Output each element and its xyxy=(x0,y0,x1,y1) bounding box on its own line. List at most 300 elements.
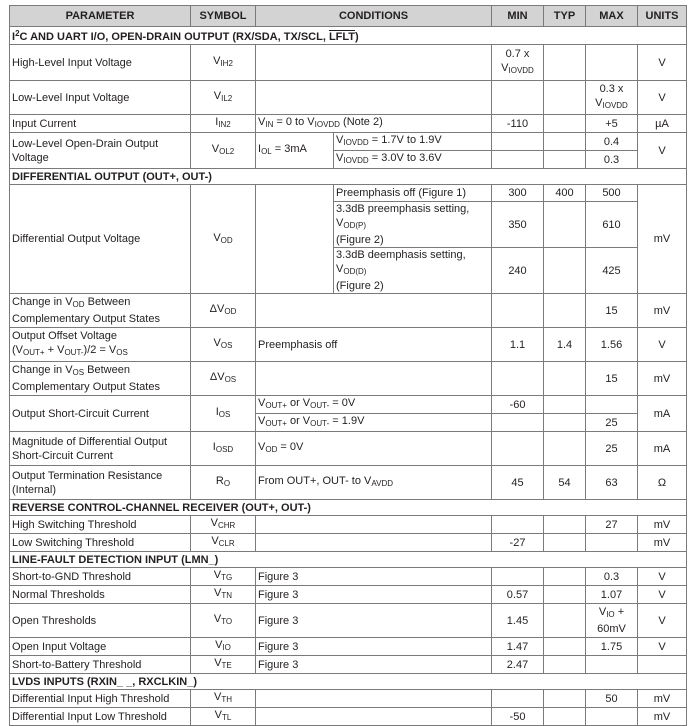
table-row-vos xyxy=(10,328,687,362)
cond-sub: OD xyxy=(265,445,278,454)
param-cell: High-Level Input Voltage xyxy=(10,45,191,81)
min-a: 0.7 x xyxy=(505,48,530,60)
min-cell: 240 xyxy=(492,248,544,294)
min-cell: 0.57 xyxy=(492,586,544,604)
typ-cell xyxy=(544,294,586,328)
min-cell: 45 xyxy=(492,466,544,500)
max-cell xyxy=(586,656,638,674)
r2-sub1: OUT+ xyxy=(265,419,287,428)
unit-cell: mV xyxy=(638,185,687,294)
min-cell: 1.45 xyxy=(492,604,544,638)
param-a: Change in V xyxy=(12,296,73,308)
typ-cell xyxy=(544,362,586,396)
section-title-diff: DIFFERENTIAL OUTPUT (OUT+, OUT-) xyxy=(10,169,687,185)
cond-cell: Figure 3 xyxy=(256,656,492,674)
typ-cell xyxy=(544,638,586,656)
param-c: Complementary Output States xyxy=(12,313,160,325)
symbol-cell xyxy=(191,690,256,708)
max-cell: 0.4 xyxy=(586,133,638,151)
param-a: Change in V xyxy=(12,364,73,376)
table-row-dvos xyxy=(10,362,687,396)
cond-b-sub: IOVDD xyxy=(314,120,340,129)
min-cell: -60 xyxy=(492,396,544,414)
min-cell xyxy=(492,362,544,396)
max-cell: 1.56 xyxy=(586,328,638,362)
title-part: ) xyxy=(355,31,359,43)
section-title-lvds: LVDS INPUTS (RXIN_ _, RXCLKIN_) xyxy=(10,674,687,690)
param-c: Complementary Output States xyxy=(12,381,160,393)
sym: I xyxy=(212,441,216,453)
param-cell: Short-to-GND Threshold xyxy=(10,568,191,586)
param-b: (V xyxy=(12,344,23,356)
sym: V xyxy=(210,517,218,529)
max-b-sub: IOVDD xyxy=(602,101,628,110)
section-row-lfd xyxy=(10,552,687,568)
sym-sub: OS xyxy=(224,375,237,384)
symbol-cell xyxy=(191,362,256,396)
param-sub: OD xyxy=(72,300,85,309)
param-a: Output Offset Voltage xyxy=(12,330,117,342)
max-a: 0.3 x xyxy=(599,83,624,95)
sym-sub: OSD xyxy=(215,445,234,454)
sym-sub: TH xyxy=(221,695,232,704)
section-row-diff xyxy=(10,169,687,185)
min-cell xyxy=(492,568,544,586)
typ-cell xyxy=(544,202,586,248)
unit-cell: V xyxy=(638,133,687,169)
param-b: Short-Circuit Current xyxy=(12,449,113,462)
typ-cell xyxy=(544,708,586,726)
min-cell xyxy=(492,133,544,151)
r2-c: = 1.9V xyxy=(329,415,365,427)
cond-cell xyxy=(256,45,492,81)
max-cell: 500 xyxy=(586,185,638,202)
param-sub2: OUT- xyxy=(64,348,84,357)
r1-sub1: OUT+ xyxy=(265,401,287,410)
r2-sub2: OUT- xyxy=(310,419,330,428)
param-sub3: OS xyxy=(116,348,128,357)
param-cell: Differential Input High Threshold xyxy=(10,690,191,708)
r3-sub: OD(D) xyxy=(343,267,367,276)
symbol-cell xyxy=(191,294,256,328)
header-min: MIN xyxy=(492,6,544,27)
table-row-vil xyxy=(10,81,687,115)
table-row-ro xyxy=(10,466,687,500)
unit-cell: mV xyxy=(638,362,687,396)
table-row-iin xyxy=(10,115,687,133)
sym-sub: TN xyxy=(221,591,232,600)
sym-sub: TE xyxy=(221,661,232,670)
cond-cell: Figure 3 xyxy=(256,568,492,586)
r1-sub: IOVDD xyxy=(343,138,369,147)
subcond-cell xyxy=(334,133,492,151)
cond-c: (Note 2) xyxy=(339,116,383,128)
min-cell: 2.47 xyxy=(492,656,544,674)
cond-cell xyxy=(256,133,334,169)
sym: V xyxy=(213,587,222,599)
unit-cell: mA xyxy=(638,432,687,466)
subcond-cell: Preemphasis off (Figure 1) xyxy=(334,185,492,202)
header-row xyxy=(10,6,687,27)
min-cell: -110 xyxy=(492,115,544,133)
cond-a-sub: IN xyxy=(265,120,274,129)
table-row-vte xyxy=(10,656,687,674)
unit-cell: V xyxy=(638,604,687,638)
sym-sub: TG xyxy=(221,573,233,582)
section-title-i2c xyxy=(10,27,687,45)
min-cell: 1.47 xyxy=(492,638,544,656)
typ-cell xyxy=(544,414,586,432)
min-b: V xyxy=(501,62,509,74)
param-cell: Output Short-Circuit Current xyxy=(10,396,191,432)
param-cell: Differential Input Low Threshold xyxy=(10,708,191,726)
min-cell xyxy=(492,45,544,81)
cond-cell xyxy=(256,362,492,396)
cond-cell xyxy=(256,294,492,328)
sym-sub: TO xyxy=(221,617,233,626)
symbol-cell xyxy=(191,81,256,115)
min-cell xyxy=(492,81,544,115)
param-b: (Internal) xyxy=(12,483,57,496)
cond-cell xyxy=(256,690,492,708)
min-cell: -27 xyxy=(492,534,544,552)
table-row-vclr xyxy=(10,534,687,552)
cond-sub: OL xyxy=(261,147,272,156)
cond-cell: Figure 3 xyxy=(256,604,492,638)
sym-sub: IN2 xyxy=(218,120,231,129)
max-cell: +5 xyxy=(586,115,638,133)
cond-a: V xyxy=(258,441,266,453)
unit-cell: V xyxy=(638,638,687,656)
table-row-vod-1 xyxy=(10,185,687,202)
max-cell xyxy=(586,45,638,81)
header-max: MAX xyxy=(586,6,638,27)
r2-sub: IOVDD xyxy=(343,156,369,165)
cond-b: = 0 to V xyxy=(273,116,315,128)
typ-cell xyxy=(544,516,586,534)
max-c: 60mV xyxy=(597,623,626,635)
cond-cell xyxy=(256,708,492,726)
sym: V xyxy=(211,535,219,547)
param-d: )/2 = V xyxy=(83,344,117,356)
sym-sub: IH2 xyxy=(220,59,233,68)
sym-sub: O xyxy=(223,479,231,488)
param-cell: Differential Output Voltage xyxy=(10,185,191,294)
param-b: Between xyxy=(84,364,130,376)
sym: ΔV xyxy=(209,303,225,315)
cond-a: V xyxy=(258,116,266,128)
sym: I xyxy=(215,406,219,418)
typ-cell xyxy=(544,81,586,115)
param-sub1: OUT+ xyxy=(23,348,45,357)
typ-cell xyxy=(544,568,586,586)
symbol-cell xyxy=(191,45,256,81)
sym-sub: IL2 xyxy=(221,94,233,103)
min-cell: 1.1 xyxy=(492,328,544,362)
param-sub: OS xyxy=(72,368,85,377)
typ-cell xyxy=(544,534,586,552)
typ-cell: 400 xyxy=(544,185,586,202)
cond-cell xyxy=(256,115,492,133)
unit-cell: V xyxy=(638,81,687,115)
param-a: Magnitude of Differential Output xyxy=(12,435,168,448)
subcond-cell xyxy=(334,202,492,248)
r1-a: V xyxy=(258,397,266,409)
symbol-cell xyxy=(191,466,256,500)
symbol-cell xyxy=(191,534,256,552)
max-a: V xyxy=(598,606,607,618)
min-cell: -50 xyxy=(492,708,544,726)
sym: ΔV xyxy=(209,371,225,383)
param-cell: Short-to-Battery Threshold xyxy=(10,656,191,674)
table-row-vto xyxy=(10,604,687,638)
sym-sub: OD xyxy=(224,307,237,316)
cond-cell xyxy=(256,516,492,534)
symbol-cell xyxy=(191,115,256,133)
r1-sub2: OUT- xyxy=(310,401,330,410)
symbol-cell xyxy=(191,396,256,432)
param-cell: Input Current xyxy=(10,115,191,133)
table-row-vol-1 xyxy=(10,133,687,151)
max-cell xyxy=(586,604,638,638)
section-row-i2c xyxy=(10,27,687,45)
typ-cell xyxy=(544,248,586,294)
min-cell xyxy=(492,690,544,708)
typ-cell xyxy=(544,656,586,674)
symbol-cell xyxy=(191,708,256,726)
sym-sub: IO xyxy=(222,643,231,652)
table-row-vio xyxy=(10,638,687,656)
param-cell: Normal Thresholds xyxy=(10,586,191,604)
r2-a: V xyxy=(258,415,266,427)
table-row-vih xyxy=(10,45,687,81)
typ-cell xyxy=(544,604,586,638)
typ-cell xyxy=(544,396,586,414)
cond-post: = 3mA xyxy=(271,143,307,155)
header-conditions: CONDITIONS xyxy=(256,6,492,27)
r1-c: = 0V xyxy=(329,397,356,409)
sym: V xyxy=(213,337,221,349)
param-cell xyxy=(10,362,191,396)
param-b: Between xyxy=(84,296,131,308)
header-units: UNITS xyxy=(638,6,687,27)
symbol-cell xyxy=(191,586,256,604)
table-row-ios-1 xyxy=(10,396,687,414)
param-cell: Low-Level Open-Drain Output Voltage xyxy=(10,133,191,169)
symbol-cell xyxy=(191,656,256,674)
symbol-cell xyxy=(191,638,256,656)
cond-cell xyxy=(256,396,492,414)
param-cell: Low Switching Threshold xyxy=(10,534,191,552)
cond-cell xyxy=(256,414,492,432)
title-part: I xyxy=(12,31,16,43)
max-cell: 610 xyxy=(586,202,638,248)
sym: V xyxy=(213,691,222,703)
table-row-vtl xyxy=(10,708,687,726)
r3-a: 3.3dB deemphasis setting, V xyxy=(336,249,466,275)
cond-b: = 0V xyxy=(277,441,304,453)
title-overline: LFLT xyxy=(328,31,356,43)
cond-sub: AVDD xyxy=(371,479,394,488)
cond-blank-cell xyxy=(256,185,334,294)
r3-b: (Figure 2) xyxy=(336,280,384,292)
max-cell: 15 xyxy=(586,362,638,396)
unit-cell: mA xyxy=(638,396,687,432)
max-sub: IO xyxy=(606,610,615,619)
typ-cell: 1.4 xyxy=(544,328,586,362)
unit-cell: V xyxy=(638,568,687,586)
max-cell xyxy=(586,534,638,552)
max-cell: 1.07 xyxy=(586,586,638,604)
symbol-cell xyxy=(191,516,256,534)
cond-cell: Figure 3 xyxy=(256,586,492,604)
unit-cell: Ω xyxy=(638,466,687,500)
sym: R xyxy=(215,475,224,487)
param-cell xyxy=(10,466,191,500)
typ-cell xyxy=(544,432,586,466)
cond-cell xyxy=(256,81,492,115)
section-row-rev xyxy=(10,500,687,516)
section-title-lfd: LINE-FAULT DETECTION INPUT (LMN_) xyxy=(10,552,687,568)
max-cell xyxy=(586,81,638,115)
cond-cell xyxy=(256,466,492,500)
sym: V xyxy=(213,613,222,625)
cond-cell xyxy=(256,432,492,466)
r2-sub: OD(P) xyxy=(343,221,367,230)
sym-sub: TL xyxy=(222,713,232,722)
max-cell xyxy=(586,396,638,414)
unit-cell: mV xyxy=(638,294,687,328)
sym: V xyxy=(213,231,221,244)
min-cell: 300 xyxy=(492,185,544,202)
max-cell: 1.75 xyxy=(586,638,638,656)
unit-cell: mV xyxy=(638,534,687,552)
sym-sub: CHR xyxy=(218,521,236,530)
param-cell: Open Thresholds xyxy=(10,604,191,638)
r2-c: (Figure 2) xyxy=(336,234,384,246)
cond-cell xyxy=(256,534,492,552)
sym: I xyxy=(215,116,219,128)
typ-cell xyxy=(544,690,586,708)
max-cell: 15 xyxy=(586,294,638,328)
sym-sub: CLR xyxy=(218,539,235,548)
r2-a: V xyxy=(336,152,344,164)
table-row-vchr xyxy=(10,516,687,534)
r1-b: or V xyxy=(286,397,311,409)
title-part: C AND UART I/O, OPEN-DRAIN OUTPUT (RX/SDA, TX/SCL, xyxy=(19,31,329,43)
typ-cell xyxy=(544,151,586,169)
param-cell: Low-Level Input Voltage xyxy=(10,81,191,115)
header-typ: TYP xyxy=(544,6,586,27)
param-cell xyxy=(10,328,191,362)
table-row-vth xyxy=(10,690,687,708)
max-cell: 63 xyxy=(586,466,638,500)
unit-cell: V xyxy=(638,45,687,81)
typ-cell xyxy=(544,115,586,133)
sym: V xyxy=(215,639,223,651)
r2-b: = 3.0V to 3.6V xyxy=(368,152,442,164)
title-sup: 2 xyxy=(15,29,20,38)
table-row-vtg xyxy=(10,568,687,586)
cond-cell: Figure 3 xyxy=(256,638,492,656)
sym-sub: OS xyxy=(218,410,231,419)
section-title-rev: REVERSE CONTROL-CHANNEL RECEIVER (OUT+, OUT-) xyxy=(10,500,687,516)
table-row-iosd xyxy=(10,432,687,466)
electrical-characteristics-table xyxy=(9,5,687,726)
symbol-cell xyxy=(191,328,256,362)
sym: V xyxy=(213,55,221,67)
min-cell xyxy=(492,516,544,534)
r1-a: V xyxy=(336,134,344,146)
max-b: V xyxy=(595,97,603,109)
header-symbol: SYMBOL xyxy=(191,6,256,27)
table-row-dvod xyxy=(10,294,687,328)
max-b: + xyxy=(614,606,625,618)
symbol-cell xyxy=(191,432,256,466)
symbol-cell xyxy=(191,568,256,586)
min-b-sub: IOVDD xyxy=(508,66,534,75)
typ-cell xyxy=(544,586,586,604)
min-cell xyxy=(492,151,544,169)
min-cell xyxy=(492,414,544,432)
max-cell: 425 xyxy=(586,248,638,294)
min-cell: 350 xyxy=(492,202,544,248)
param-c: + V xyxy=(44,344,65,356)
param-a: Output Termination Resistance xyxy=(12,469,163,482)
param-cell xyxy=(10,294,191,328)
max-cell: 0.3 xyxy=(586,568,638,586)
sym-sub: OL2 xyxy=(219,147,235,156)
min-cell xyxy=(492,294,544,328)
subcond-cell xyxy=(334,248,492,294)
cond-a: From OUT+, OUT- to V xyxy=(258,475,372,487)
max-cell: 25 xyxy=(586,432,638,466)
unit-cell: mV xyxy=(638,708,687,726)
symbol-cell xyxy=(191,133,256,169)
typ-cell xyxy=(544,45,586,81)
section-row-lvds xyxy=(10,674,687,690)
unit-cell xyxy=(638,656,687,674)
param-cell: High Switching Threshold xyxy=(10,516,191,534)
symbol-cell xyxy=(191,185,256,294)
sym-sub: OD xyxy=(220,235,233,245)
cond-cell: Preemphasis off xyxy=(256,328,492,362)
max-cell: 25 xyxy=(586,414,638,432)
cond: I xyxy=(258,143,262,155)
r2-b: or V xyxy=(286,415,311,427)
unit-cell: µA xyxy=(638,115,687,133)
unit-cell: V xyxy=(638,328,687,362)
header-parameter: PARAMETER xyxy=(10,6,191,27)
table-row-vtn xyxy=(10,586,687,604)
unit-cell: V xyxy=(638,586,687,604)
sym-sub: OS xyxy=(220,341,233,350)
param-cell: Open Input Voltage xyxy=(10,638,191,656)
r2-a: 3.3dB preemphasis setting, V xyxy=(336,203,470,229)
subcond-cell xyxy=(334,151,492,169)
typ-cell xyxy=(544,133,586,151)
sym: V xyxy=(214,709,222,721)
max-cell: 0.3 xyxy=(586,151,638,169)
unit-cell: mV xyxy=(638,690,687,708)
sym: V xyxy=(211,143,220,155)
sym: V xyxy=(213,90,222,102)
sym: V xyxy=(214,657,222,669)
max-cell: 27 xyxy=(586,516,638,534)
unit-cell: mV xyxy=(638,516,687,534)
max-cell xyxy=(586,708,638,726)
symbol-cell xyxy=(191,604,256,638)
